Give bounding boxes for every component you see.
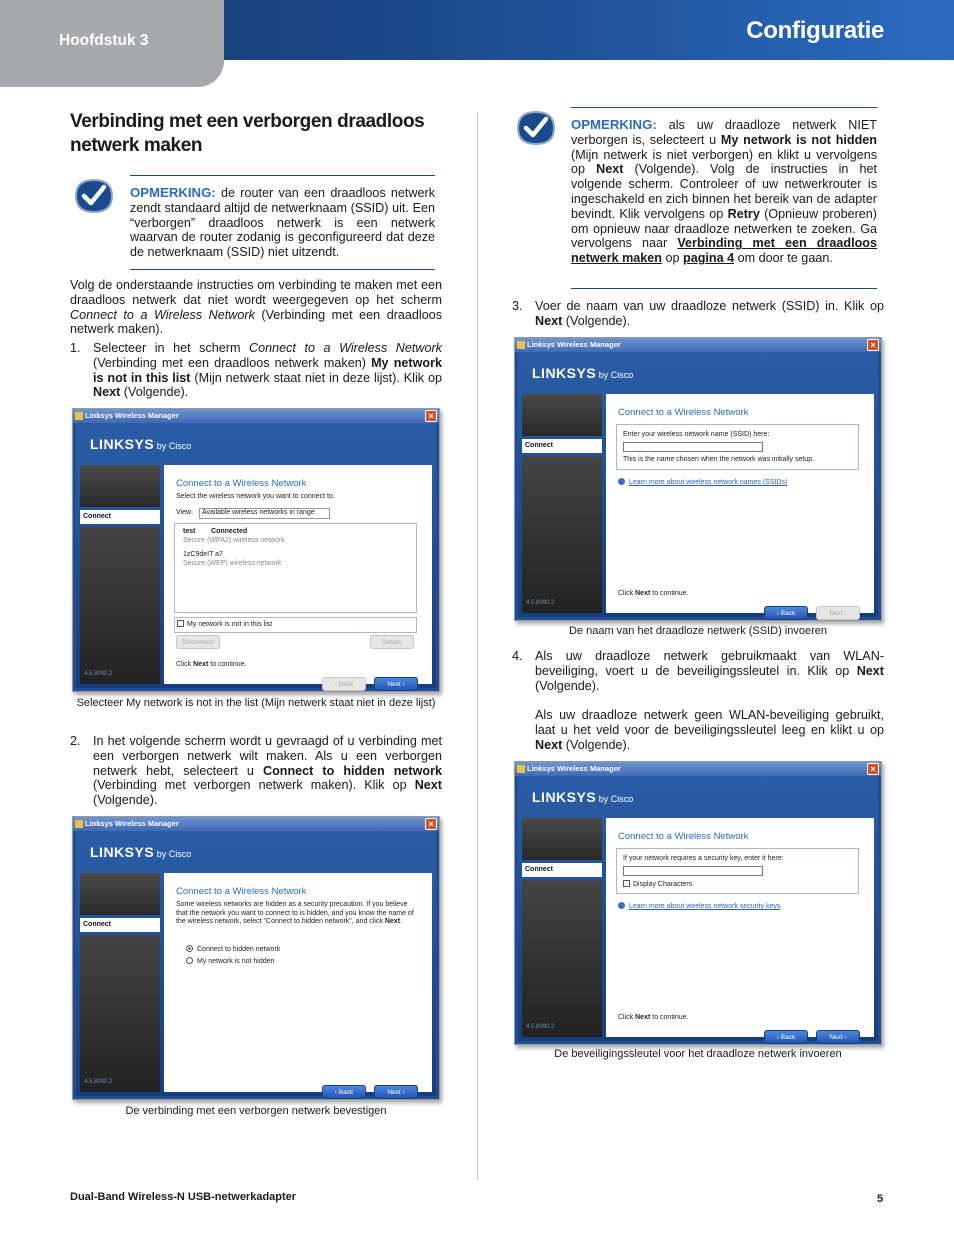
caption-1: Selecteer My network is not in the list (Mijn netwerk staat niet in deze lijst): [76, 697, 436, 709]
note-rule-top-right: [571, 107, 877, 108]
info-icon: [618, 478, 625, 485]
step-1: 1. Selecteer in het scherm Connect to a Wireless Network (Verbinding met een draadloos netwerk maken) My network is not in this list (Mijn netwerk staat niet in deze lijst). Klik op Next (Volgende).: [70, 341, 442, 400]
intro-paragraph: Volg de onderstaande instructies om verbinding te maken met een draadloos netwerk dat niet wordt weergegeven op het scherm Connect to a Wireless Network (Verbinding met een draadloos netwerk maken).: [70, 278, 443, 337]
section-title: Verbinding met een verborgen draadloos netwerk maken: [70, 111, 425, 156]
linksys-logo: LINKSYS by Cisco: [532, 365, 634, 381]
sidebar-connect: Connect: [522, 863, 602, 877]
linksys-logo: LINKSYS by Cisco: [532, 789, 634, 805]
note-label: OPMERKING:: [130, 185, 216, 200]
footer-page-number: 5: [877, 1193, 884, 1205]
note-rule-top: [130, 175, 435, 176]
note-rule-bottom-right: [571, 288, 877, 289]
footer-product: Dual-Band Wireless-N USB-netwerkadapter: [70, 1191, 297, 1203]
app-icon: [517, 765, 525, 773]
linksys-logo: LINKSYS by Cisco: [90, 436, 192, 452]
info-icon: [618, 902, 625, 909]
screenshot-network-list: Linksys Wireless Manager × LINKSYS by Cisco Connect Connect to a Wireless Network Select the wireless network you want to connect to. View: Available wireless networks in range test Connected Secure (WPA2) wireless network 1zC9deIT a7 Secure (WEP) wireless network My network is not in this list Disconnect Details Click Next to continue. ‹ Back Next › 4.5.8090.2: [72, 408, 440, 692]
chapter-label: Hoofdstuk 3: [59, 32, 149, 49]
sidebar-connect: Connect: [522, 439, 602, 453]
app-icon: [75, 412, 83, 420]
note-right: OPMERKING: als uw draadloze netwerk NIET verborgen is, selecteert u My network is not hidden (Mijn netwerk is niet verborgen) en klikt u vervolgens op Next (Volgende). Volg de instructies in het volgende scherm. Controleer of uw netwerkrouter is ingeschakeld en zich binnen het bereik van de adapter bevindt. Klik vervolgens op Retry (Opnieuw proberen) om opnieuw naar draadloze netwerken te zoeken. Ga vervolgens naar Verbinding met een draadloos netwerk maken op pagina 4 om door te gaan.: [571, 117, 877, 266]
sidebar-connect: Connect: [80, 510, 160, 524]
page-title: Configuratie: [746, 17, 884, 44]
close-icon: ×: [425, 818, 437, 830]
app-icon: [517, 341, 525, 349]
screenshot-security-key: Linksys Wireless Manager × LINKSYS by Cisco Connect Connect to a Wireless Network If your network requires a security key, enter it here: Display Characters Learn more about wireless network security keys Click Next to continue. ‹ Back Next › 4.5.8090.2: [514, 761, 882, 1045]
note-rule-bottom: [130, 269, 435, 270]
close-icon: ×: [425, 410, 437, 422]
note-left: [130, 186, 435, 260]
app-icon: [75, 820, 83, 828]
link-pagina-4[interactable]: pagina 4: [683, 251, 735, 266]
sidebar-connect: Connect: [80, 918, 160, 932]
caption-2: De verbinding met een verborgen netwerk bevestigen: [125, 1105, 387, 1117]
checkmark-icon: [512, 108, 560, 148]
column-divider: [477, 112, 478, 1180]
linksys-logo: LINKSYS by Cisco: [90, 844, 192, 860]
step-2: 2. In het volgende scherm wordt u gevraagd of u verbinding met een verborgen netwerk wilt maken. Als u een verborgen netwerk hebt, selecteert u Connect to hidden network (Verbinding met verborgen netwerk maken). Klik op Next (Volgende).: [70, 734, 442, 808]
caption-4: De beveiligingssleutel voor het draadloze netwerk invoeren: [554, 1048, 842, 1060]
checkmark-icon: [70, 176, 118, 216]
close-icon: ×: [867, 763, 879, 775]
step-3: 3. Voer de naam van uw draadloze netwerk (SSID) in. Klik op Next (Volgende).: [512, 299, 884, 328]
close-icon: ×: [867, 339, 879, 351]
screenshot-ssid: Linksys Wireless Manager × LINKSYS by Cisco Connect Connect to a Wireless Network Enter your wireless network name (SSID) here: This is the name chosen when the network was initially setup. Learn more about wireless network names (SSIDs) Click Next to continue. ‹ Back Next › 4.5.8090.2: [514, 337, 882, 621]
link-verbinding[interactable]: Verbinding met een draadloos netwerk maken: [571, 236, 877, 266]
note-text: de router van een draadloos netwerk zendt standaard altijd de netwerknaam (SSID) uit. Een “verborgen” draadloos netwerk is een netwerk waarvan de router zodanig is geconfigureerd dat deze de netwerknaam (SSID) niet uitzendt.: [130, 186, 435, 260]
caption-3: De naam van het draadloze netwerk (SSID) invoeren: [568, 625, 828, 637]
step-4: 4. Als uw draadloze netwerk gebruikmaakt van WLAN-beveiliging, voert u de beveiligingssleutel in. Klik op Next (Volgende). Als uw draadloze netwerk geen WLAN-beveiliging gebruikt, laat u het veld voor de beveiligingssleutel leeg en klikt u op Next (Volgende).: [512, 649, 884, 752]
screenshot-hidden-network: Linksys Wireless Manager × LINKSYS by Cisco Connect Connect to a Wireless Network Some wireless networks are hidden as a security precaution. If you believe that the network you want to connect to is hidden, and you know the name of the wireless network, select "Connect to hidden network", and click Next. Connect to hidden network My network is not hidden ‹ Back Next › 4.5.8090.2: [72, 816, 440, 1100]
